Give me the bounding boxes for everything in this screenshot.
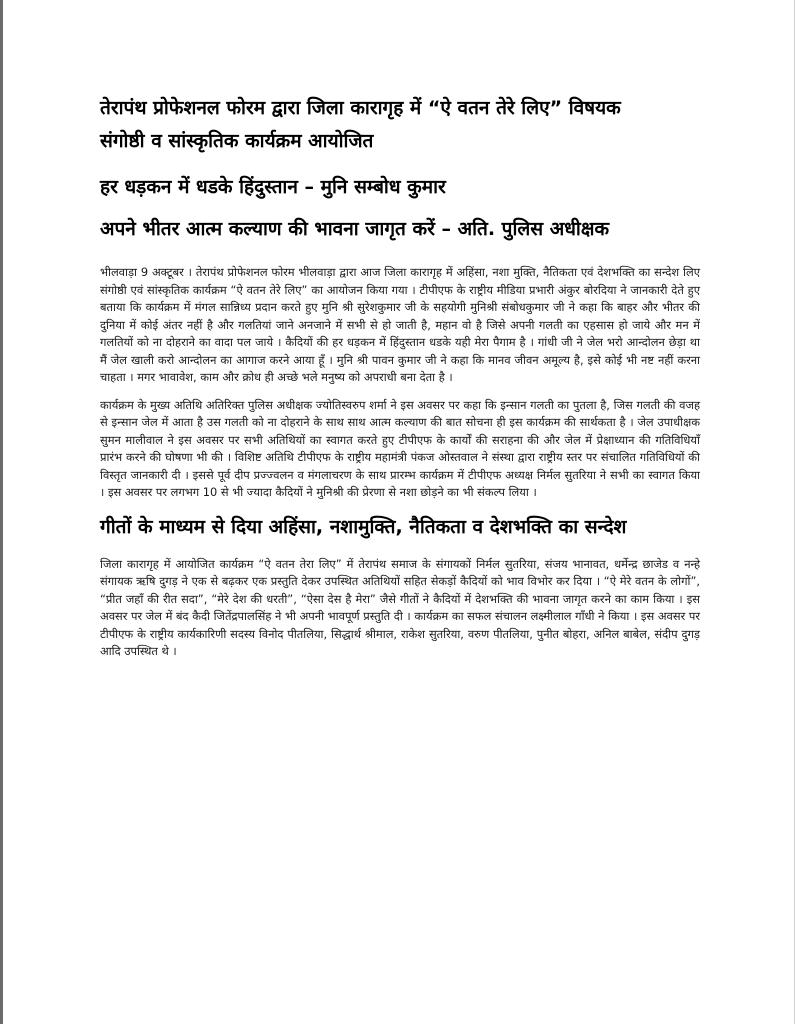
main-headline-line2: संगोष्ठी व सांस्कृतिक कार्यक्रम आयोजित: [100, 130, 374, 152]
document-body: [100, 92, 700, 661]
subheadline-police: अपने भीतर आत्म कल्याण की भावना जागृत करें – अति. पुलिस अधीक्षक: [100, 218, 610, 240]
main-headline-line1: तेरापंथ प्रोफेशनल फोरम द्वारा जिला कारागृह में “ऐ वतन तेरे लिए” विषयक: [100, 97, 621, 119]
paragraph-intro: भीलवाड़ा 9 अक्टूबर । तेरापंथ प्रोफेशनल फोरम भीलवाड़ा द्वारा आज जिला कारागृह में अहिंसा, नशा मुक्ति, नैतिकता एवं देशभक्ति का सन्देश लिए संगोष्ठी एवं सांस्कृतिक कार्यक्रम “ऐ वतन तेरे लिए” का आयोजन किया गया । टीपीएफ के राष्ट्रीय मीडिया प्रभारी अंकुर बोरदिया ने जानकारी देते हुए बताया कि कार्यक्रम में मंगल सान्निध्य प्रदान करते हुए मुनि श्री सुरेशकुमार जी के सहयोगी मुनिश्री संबोधकुमार जी ने कहा कि बाहर और भीतर की दुनिया में कोई अंतर नहीं है और गलतियां जाने अनजाने में सभी से हो जाती है, महान वो है जिसे अपनी गलती का एहसास हो जाये और मन में गलतियों को ना दोहराने का वादा पल जाये । कैदियों की हर धड़कन में हिंदुस्तान धडके यही मेरा पैगाम है । गांधी जी ने जेल भरो आन्दोलन छेड़ा था मैं जेल खाली करो आन्दोलन का आगाज करने आया हूँ । मुनि श्री पावन कुमार जी ने कहा कि मानव जीवन अमूल्य है, इसे कोई भी नष्ट नहीं करना चाहता । मगर भावावेश, काम और क्रोध ही अच्छे भले मनुष्य को अपराधी बना देता है ।: [100, 265, 700, 384]
subheadline-muni: हर धड़कन में धडके हिंदुस्तान – मुनि सम्बोध कुमार: [100, 176, 446, 198]
page-left-edge: [0, 0, 3, 1024]
paragraph-chief-guest: कार्यक्रम के मुख्य अतिथि अतिरिक्त पुलिस अधीक्षक ज्योतिस्वरुप शर्मा ने इस अवसर पर कहा कि इन्सान गलती का पुतला है, जिस गलती की वजह से इन्सान जेल में आता है उस गलती को ना दोहराने के साथ साथ आत्म कल्याण की बात सोचना ही इस कार्यक्रम की सार्थकता है । जेल उपाधीक्षक सुमन मालीवाल ने इस अवसर पर सभी अतिथियों का स्वागत करते हुए टीपीएफ के कार्यों की सराहना की और जेल में प्रेक्षाध्यान की गतिविधियाँ प्रारंभ करने की घोषणा भी की । विशिष्ट अतिथि टीपीएफ के राष्ट्रीय महामंत्री पंकज ओस्तवाल ने संस्था द्वारा राष्ट्रीय स्तर पर संचालित गतिविधियों की विस्तृत जानकारी दी । इससे पूर्व दीप प्रज्ज्वलन व मंगलाचरण के साथ प्रारम्भ कार्यक्रम में टीपीएफ अध्यक्ष निर्मल सुतरिया ने सभी का स्वागत किया । इस अवसर पर लगभग 10 से भी ज्यादा कैदियों ने मुनिश्री की प्रेरणा से नशा छोड़ने का भी संकल्प लिया ।: [100, 397, 701, 499]
subheadline-songs: गीतों के माध्यम से दिया अहिंसा, नशामुक्ति, नैतिकता व देशभक्ति का सन्देश: [100, 515, 627, 538]
main-headline: [100, 92, 700, 158]
paragraph-songs: जिला कारागृह में आयोजित कार्यक्रम “ऐ वतन तेरा लिए” में तेरापंथ समाज के संगायकों निर्मल सुतरिया, संजय भानावत, धर्मेन्द्र छाजेड व नन्हे संगायक ऋषि दुगड़ ने एक से बढ़कर एक प्रस्तुति देकर उपस्थित अतिथियों सहित सेकड़ों कैदियों को भाव विभोर कर दिया । “ऐ मेरे वतन के लोगों”, “प्रीत जहाँ की रीत सदा”, “मेरे देश की धरती”, “ऐसा देस है मेरा” जैसे गीतों ने कैदियों में देशभक्ति की भावना जागृत करने का काम किया । इस अवसर पर जेल में बंद कैदी जितेंद्रपालसिंह ने भी अपनी भावपूर्ण प्रस्तुति दी । कार्यक्रम का सफल संचालन लक्ष्मीलाल गाँधी ने किया । इस अवसर पर टीपीएफ के राष्ट्रीय कार्यकारिणी सदस्य विनोद पीतलिया, सिद्धार्थ श्रीमाल, राकेश सुतरिया, वरुण पीतलिया, पुनीत बोहरा, अनिल बाबेल, संदीप दुगड़ आदि उपस्थित थे ।: [100, 556, 700, 658]
